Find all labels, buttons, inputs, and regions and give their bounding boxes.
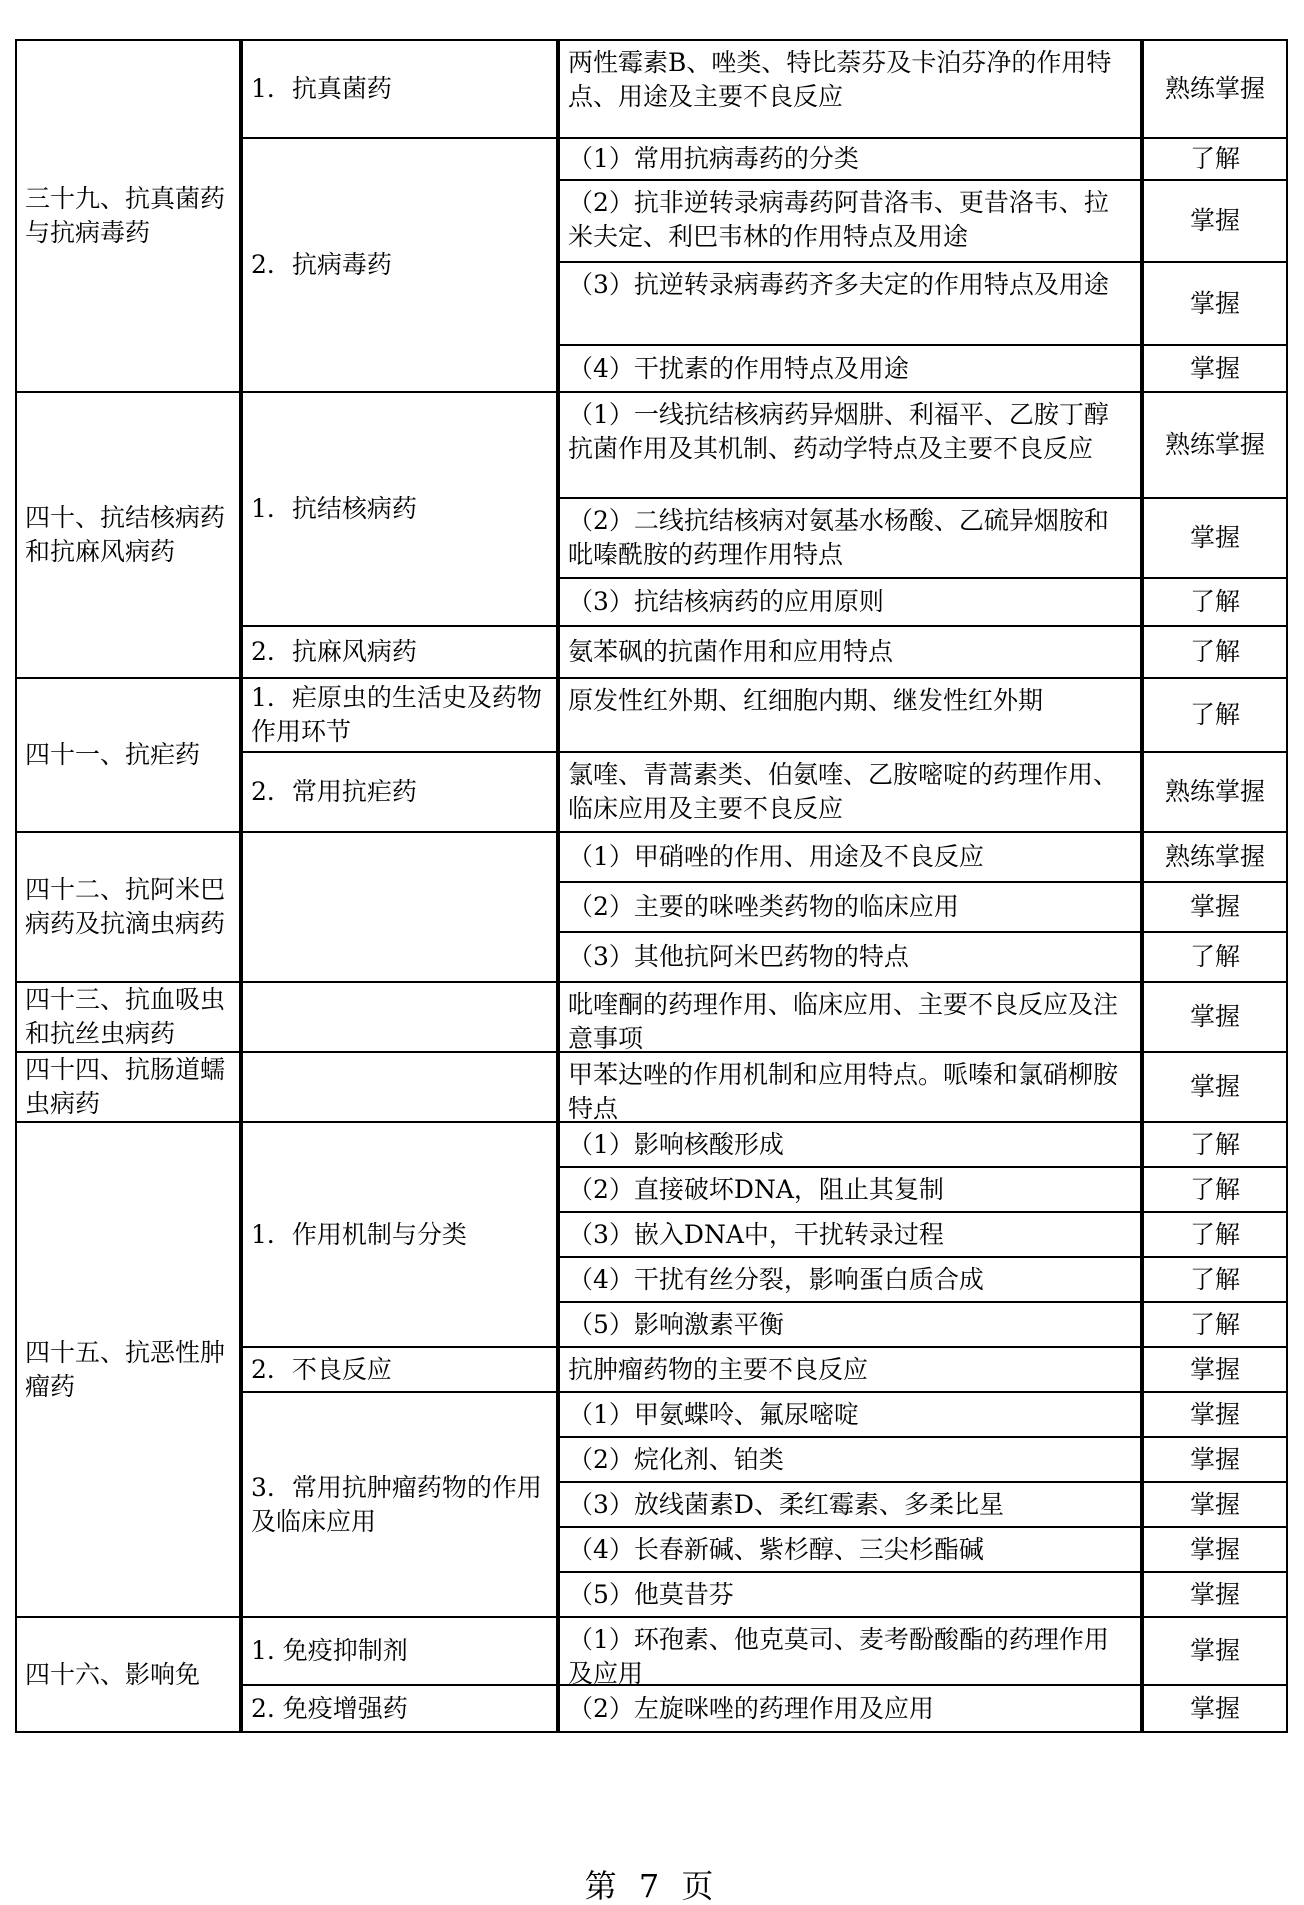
content-cell bbox=[562, 1686, 1138, 1731]
content-cell bbox=[562, 933, 1138, 981]
topic-cell bbox=[245, 983, 554, 1051]
content-cell-text: （2）烷化剂、铂类 bbox=[568, 1444, 784, 1474]
level-cell bbox=[1146, 883, 1284, 931]
level-cell bbox=[1146, 1483, 1284, 1526]
level-cell bbox=[1146, 1168, 1284, 1211]
content-cell-text: （1）环孢素、他克莫司、麦考酚酸酯的药理作用及应用 bbox=[568, 1625, 1109, 1684]
content-cell-text: （3）抗逆转录病毒药齐多夫定的作用特点及用途 bbox=[568, 270, 1109, 299]
level-cell-text: 掌握 bbox=[1189, 1693, 1240, 1723]
topic-cell bbox=[245, 753, 554, 831]
level-cell-text: 了解 bbox=[1189, 1174, 1240, 1204]
content-cell bbox=[562, 1483, 1138, 1526]
level-cell-text: 了解 bbox=[1189, 942, 1240, 971]
content-cell-text: 氯喹、青蒿素类、伯氨喹、乙胺嘧啶的药理作用、临床应用及主要不良反应 bbox=[568, 760, 1119, 823]
chapter-cell-text: 四十六、影响免 bbox=[25, 1659, 201, 1689]
content-cell bbox=[562, 883, 1138, 931]
level-cell-text: 熟练掌握 bbox=[1164, 842, 1265, 871]
level-cell bbox=[1146, 1053, 1284, 1121]
topic-cell bbox=[245, 679, 554, 751]
chapter-cell bbox=[19, 1618, 237, 1731]
topic-cell bbox=[245, 1686, 554, 1731]
level-cell bbox=[1146, 1686, 1284, 1731]
content-cell-text: （3）放线菌素D、柔红霉素、多柔比星 bbox=[568, 1489, 1004, 1519]
content-cell bbox=[562, 263, 1138, 344]
content-cell bbox=[562, 41, 1138, 137]
level-cell bbox=[1146, 1528, 1284, 1571]
chapter-cell-text: 四十三、抗血吸虫和抗丝虫病药 bbox=[25, 985, 226, 1048]
level-cell-text: 掌握 bbox=[1189, 892, 1240, 921]
content-cell-text: （1）一线抗结核病药异烟肼、利福平、乙胺丁醇抗菌作用及其机制、药动学特点及主要不良反应 bbox=[568, 400, 1109, 463]
level-cell-text: 掌握 bbox=[1189, 1002, 1240, 1031]
level-cell-text: 熟练掌握 bbox=[1164, 74, 1265, 103]
level-cell bbox=[1146, 499, 1284, 577]
level-cell-text: 掌握 bbox=[1189, 353, 1240, 383]
level-cell bbox=[1146, 1348, 1284, 1391]
chapter-cell-text: 四十四、抗肠道蠕虫病药 bbox=[25, 1055, 226, 1118]
topic-cell bbox=[245, 627, 554, 677]
level-cell-text: 掌握 bbox=[1189, 1534, 1240, 1564]
level-cell-text: 了解 bbox=[1189, 1264, 1240, 1294]
content-cell-text: 抗肿瘤药物的主要不良反应 bbox=[568, 1354, 869, 1384]
topic-cell bbox=[245, 139, 554, 391]
topic-cell bbox=[245, 1348, 554, 1391]
content-cell bbox=[562, 1438, 1138, 1481]
content-cell bbox=[562, 627, 1138, 677]
topic-cell-text: 2．不良反应 bbox=[251, 1354, 392, 1384]
content-cell bbox=[562, 1168, 1138, 1211]
topic-cell bbox=[245, 833, 554, 981]
content-cell bbox=[562, 679, 1138, 751]
level-cell-text: 了解 bbox=[1189, 1219, 1240, 1249]
content-cell bbox=[562, 181, 1138, 261]
level-cell bbox=[1146, 579, 1284, 625]
topic-cell-text: 2．抗病毒药 bbox=[251, 250, 392, 279]
content-cell bbox=[562, 1573, 1138, 1616]
level-cell bbox=[1146, 1573, 1284, 1616]
level-cell-text: 了解 bbox=[1189, 1129, 1240, 1159]
content-cell bbox=[562, 983, 1138, 1051]
content-cell-text: （3）其他抗阿米巴药物的特点 bbox=[568, 942, 909, 971]
content-cell-text: （1）甲硝唑的作用、用途及不良反应 bbox=[568, 842, 984, 871]
level-cell-text: 掌握 bbox=[1189, 288, 1240, 318]
content-cell-text: 甲苯达唑的作用机制和应用特点。哌嗪和氯硝柳胺特点 bbox=[568, 1060, 1119, 1121]
content-cell-text: 原发性红外期、红细胞内期、继发性红外期 bbox=[568, 686, 1044, 715]
content-cell bbox=[562, 753, 1138, 831]
level-cell bbox=[1146, 933, 1284, 981]
level-cell-text: 了解 bbox=[1189, 587, 1240, 616]
level-cell bbox=[1146, 1258, 1284, 1301]
level-cell bbox=[1146, 263, 1284, 344]
chapter-cell bbox=[19, 983, 237, 1051]
level-cell bbox=[1146, 1393, 1284, 1436]
topic-cell-text: 2．常用抗疟药 bbox=[251, 777, 417, 806]
content-cell bbox=[562, 393, 1138, 497]
topic-cell bbox=[245, 1618, 554, 1684]
content-cell bbox=[562, 1213, 1138, 1256]
level-cell-text: 掌握 bbox=[1189, 1636, 1240, 1665]
chapter-cell bbox=[19, 393, 237, 677]
content-cell-text: （2）直接破坏DNA，阻止其复制 bbox=[568, 1174, 944, 1204]
chapter-cell bbox=[19, 1053, 237, 1121]
content-cell bbox=[562, 1618, 1138, 1684]
level-cell bbox=[1146, 833, 1284, 881]
level-cell-text: 了解 bbox=[1189, 700, 1240, 729]
level-cell bbox=[1146, 139, 1284, 179]
topic-cell-text: 2. 免疫增强药 bbox=[251, 1693, 408, 1723]
content-cell-text: （3）嵌入DNA中，干扰转录过程 bbox=[568, 1219, 944, 1249]
chapter-cell bbox=[19, 41, 237, 391]
level-cell bbox=[1146, 41, 1284, 137]
topic-cell bbox=[245, 41, 554, 137]
content-cell bbox=[562, 499, 1138, 577]
chapter-cell-text: 三十九、抗真菌药与抗病毒药 bbox=[25, 184, 226, 247]
level-cell bbox=[1146, 679, 1284, 751]
level-cell bbox=[1146, 753, 1284, 831]
content-cell-text: 吡喹酮的药理作用、临床应用、主要不良反应及注意事项 bbox=[568, 990, 1119, 1051]
content-cell-text: 两性霉素B、唑类、特比萘芬及卡泊芬净的作用特点、用途及主要不良反应 bbox=[568, 48, 1112, 111]
level-cell-text: 掌握 bbox=[1189, 1444, 1240, 1474]
content-cell-text: 氨苯砜的抗菌作用和应用特点 bbox=[568, 637, 894, 666]
topic-cell bbox=[245, 1393, 554, 1616]
content-cell-text: （2）左旋咪唑的药理作用及应用 bbox=[568, 1693, 934, 1723]
content-cell-text: （3）抗结核病药的应用原则 bbox=[568, 587, 884, 616]
content-cell-text: （4）干扰素的作用特点及用途 bbox=[568, 353, 909, 383]
topic-cell-text: 1．疟原虫的生活史及药物作用环节 bbox=[251, 683, 542, 746]
content-cell bbox=[562, 1348, 1138, 1391]
level-cell-text: 熟练掌握 bbox=[1164, 430, 1265, 459]
content-cell bbox=[562, 579, 1138, 625]
level-cell bbox=[1146, 1303, 1284, 1346]
chapter-cell-text: 四十、抗结核病药和抗麻风病药 bbox=[25, 503, 226, 566]
topic-cell-text: 1. 免疫抑制剂 bbox=[251, 1636, 408, 1665]
topic-cell bbox=[245, 1053, 554, 1121]
content-cell-text: （2）二线抗结核病对氨基水杨酸、乙硫异烟胺和吡嗪酰胺的药理作用特点 bbox=[568, 506, 1109, 569]
level-cell bbox=[1146, 983, 1284, 1051]
content-cell bbox=[562, 833, 1138, 881]
content-cell-text: （2）抗非逆转录病毒药阿昔洛韦、更昔洛韦、拉米夫定、利巴韦林的作用特点及用途 bbox=[568, 188, 1109, 251]
level-cell-text: 掌握 bbox=[1189, 1399, 1240, 1429]
page-number: 第 7 页 bbox=[584, 1867, 720, 1905]
chapter-cell bbox=[19, 1123, 237, 1616]
level-cell-text: 掌握 bbox=[1189, 206, 1240, 235]
level-cell-text: 了解 bbox=[1189, 637, 1240, 666]
content-cell-text: （5）影响激素平衡 bbox=[568, 1309, 784, 1339]
chapter-cell-text: 四十一、抗疟药 bbox=[25, 740, 201, 769]
level-cell-text: 掌握 bbox=[1189, 523, 1240, 552]
level-cell-text: 熟练掌握 bbox=[1164, 777, 1265, 806]
topic-cell-text: 1．抗结核病药 bbox=[251, 494, 417, 523]
content-cell-text: （5）他莫昔芬 bbox=[568, 1579, 734, 1609]
topic-cell bbox=[245, 393, 554, 625]
level-cell bbox=[1146, 1123, 1284, 1166]
level-cell-text: 掌握 bbox=[1189, 1579, 1240, 1609]
chapter-cell bbox=[19, 679, 237, 831]
content-cell bbox=[562, 1123, 1138, 1166]
level-cell-text: 掌握 bbox=[1189, 1072, 1240, 1101]
content-cell-text: （4）干扰有丝分裂，影响蛋白质合成 bbox=[568, 1264, 984, 1294]
content-cell-text: （2）主要的咪唑类药物的临床应用 bbox=[568, 892, 959, 921]
chapter-cell-text: 四十二、抗阿米巴病药及抗滴虫病药 bbox=[25, 875, 226, 938]
content-cell bbox=[562, 1528, 1138, 1571]
level-cell bbox=[1146, 1438, 1284, 1481]
level-cell-text: 掌握 bbox=[1189, 1489, 1240, 1519]
topic-cell-text: 1．作用机制与分类 bbox=[251, 1219, 467, 1249]
content-cell bbox=[562, 1053, 1138, 1121]
level-cell bbox=[1146, 393, 1284, 497]
chapter-cell bbox=[19, 833, 237, 981]
topic-cell-text: 3．常用抗肿瘤药物的作用及临床应用 bbox=[251, 1472, 542, 1536]
content-cell-text: （4）长春新碱、紫杉醇、三尖杉酯碱 bbox=[568, 1534, 984, 1564]
content-cell bbox=[562, 1393, 1138, 1436]
content-cell bbox=[562, 1303, 1138, 1346]
content-cell bbox=[562, 346, 1138, 391]
topic-cell-text: 2．抗麻风病药 bbox=[251, 637, 417, 666]
level-cell bbox=[1146, 627, 1284, 677]
level-cell-text: 掌握 bbox=[1189, 1354, 1240, 1384]
content-cell bbox=[562, 139, 1138, 179]
topic-cell bbox=[245, 1123, 554, 1346]
content-cell-text: （1）影响核酸形成 bbox=[568, 1129, 784, 1159]
topic-cell-text: 1．抗真菌药 bbox=[251, 74, 392, 103]
level-cell-text: 了解 bbox=[1189, 1309, 1240, 1339]
level-cell bbox=[1146, 1618, 1284, 1684]
content-cell-text: （1）甲氨蝶呤、氟尿嘧啶 bbox=[568, 1399, 859, 1429]
level-cell bbox=[1146, 1213, 1284, 1256]
content-cell-text: （1）常用抗病毒药的分类 bbox=[568, 144, 859, 173]
level-cell bbox=[1146, 181, 1284, 261]
content-cell bbox=[562, 1258, 1138, 1301]
level-cell bbox=[1146, 346, 1284, 391]
level-cell-text: 了解 bbox=[1189, 144, 1240, 173]
chapter-cell-text: 四十五、抗恶性肿瘤药 bbox=[25, 1337, 226, 1401]
